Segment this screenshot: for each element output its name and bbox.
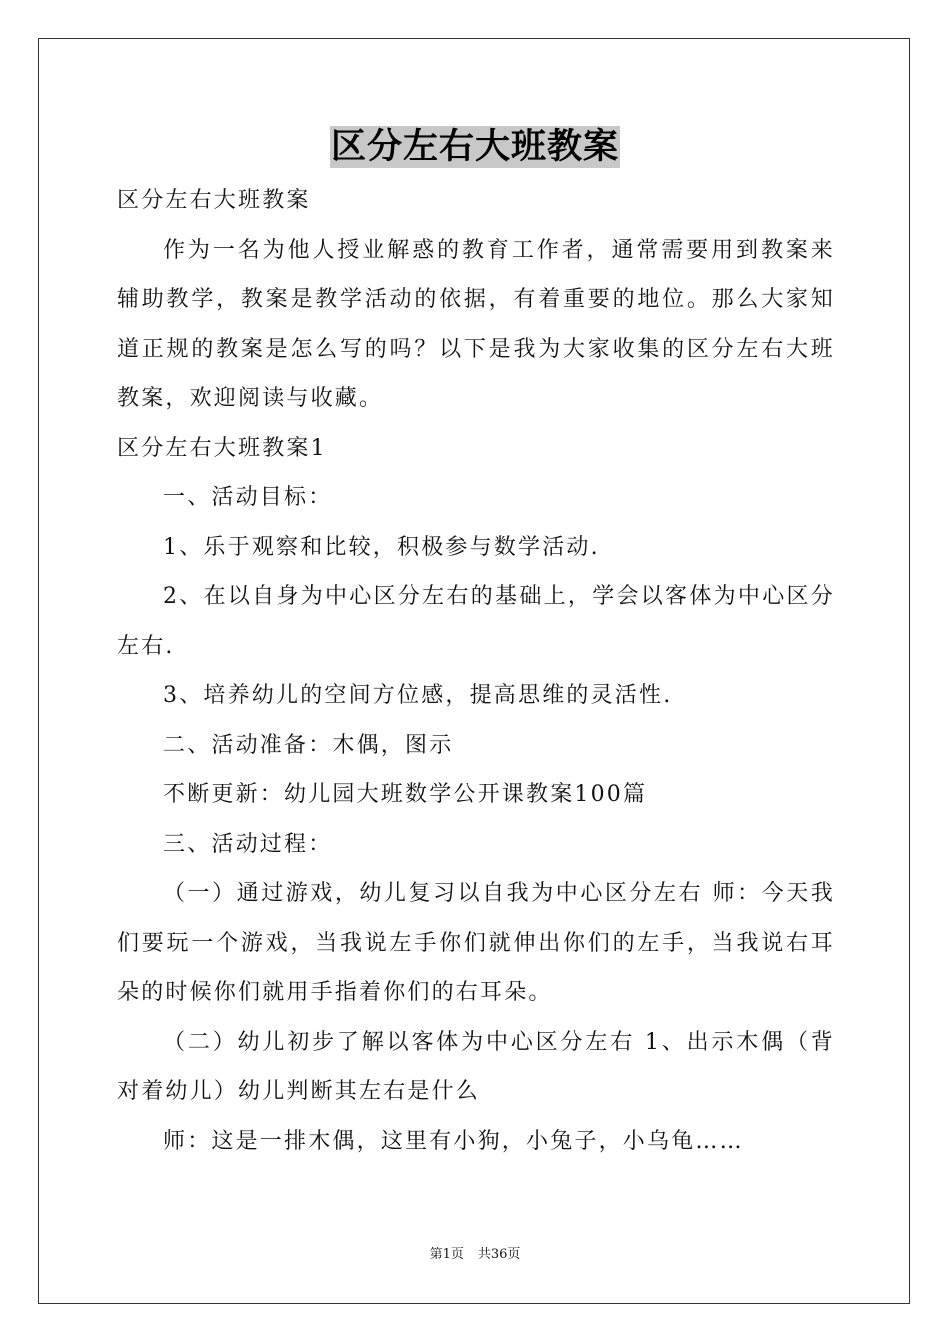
paragraph-objective-1: 1、乐于观察和比较，积极参与数学活动.	[163, 534, 600, 560]
paragraph-update-note: 不断更新：幼儿园大班数学公开课教案100篇	[163, 782, 648, 807]
paragraph-heading: 区分左右大班教案	[117, 188, 311, 213]
paragraph-process-step-1: （一）通过游戏，幼儿复习以自我为中心区分左右 师：今天我们要玩一个游戏，当我说左手你们就伸出你们的左手，当我说右耳朵的时候你们就用手指着你们的右耳朵。	[117, 881, 835, 1005]
paragraph-process-step-2: （二）幼儿初步了解以客体为中心区分左右 1、出示木偶（背对着幼儿）幼儿判断其左右是什么	[117, 1029, 835, 1104]
paragraph-teacher-line: 师：这是一排木偶，这里有小狗，小兔子，小乌龟……	[163, 1128, 744, 1154]
paragraph-section-title: 区分左右大班教案1	[117, 435, 327, 461]
paragraph-objective-2: 2、在以自身为中心区分左右的基础上，学会以客体为中心区分左右.	[117, 584, 835, 659]
paragraph-objectives-heading: 一、活动目标：	[163, 485, 333, 510]
document-title: 区分左右大班教案	[330, 127, 619, 167]
paragraph-intro: 作为一名为他人授业解惑的教育工作者，通常需要用到教案来辅助教学，教案是教学活动的依据，有着重要的地位。那么大家知道正规的教案是怎么写的吗？以下是我为大家收集的区分左右大班教案，欢迎阅读与收藏。	[117, 237, 835, 411]
document-body	[117, 176, 835, 1166]
page-number: 第1页	[429, 1247, 464, 1262]
paragraph-preparation: 二、活动准备：木偶，图示	[163, 732, 454, 758]
paragraph-process-heading: 三、活动过程：	[163, 831, 333, 857]
title-wrap	[0, 126, 950, 168]
paragraph-objective-3: 3、培养幼儿的空间方位感，提高思维的灵活性.	[163, 683, 673, 708]
page-footer	[0, 1246, 950, 1264]
page-total: 共36页	[477, 1247, 521, 1262]
